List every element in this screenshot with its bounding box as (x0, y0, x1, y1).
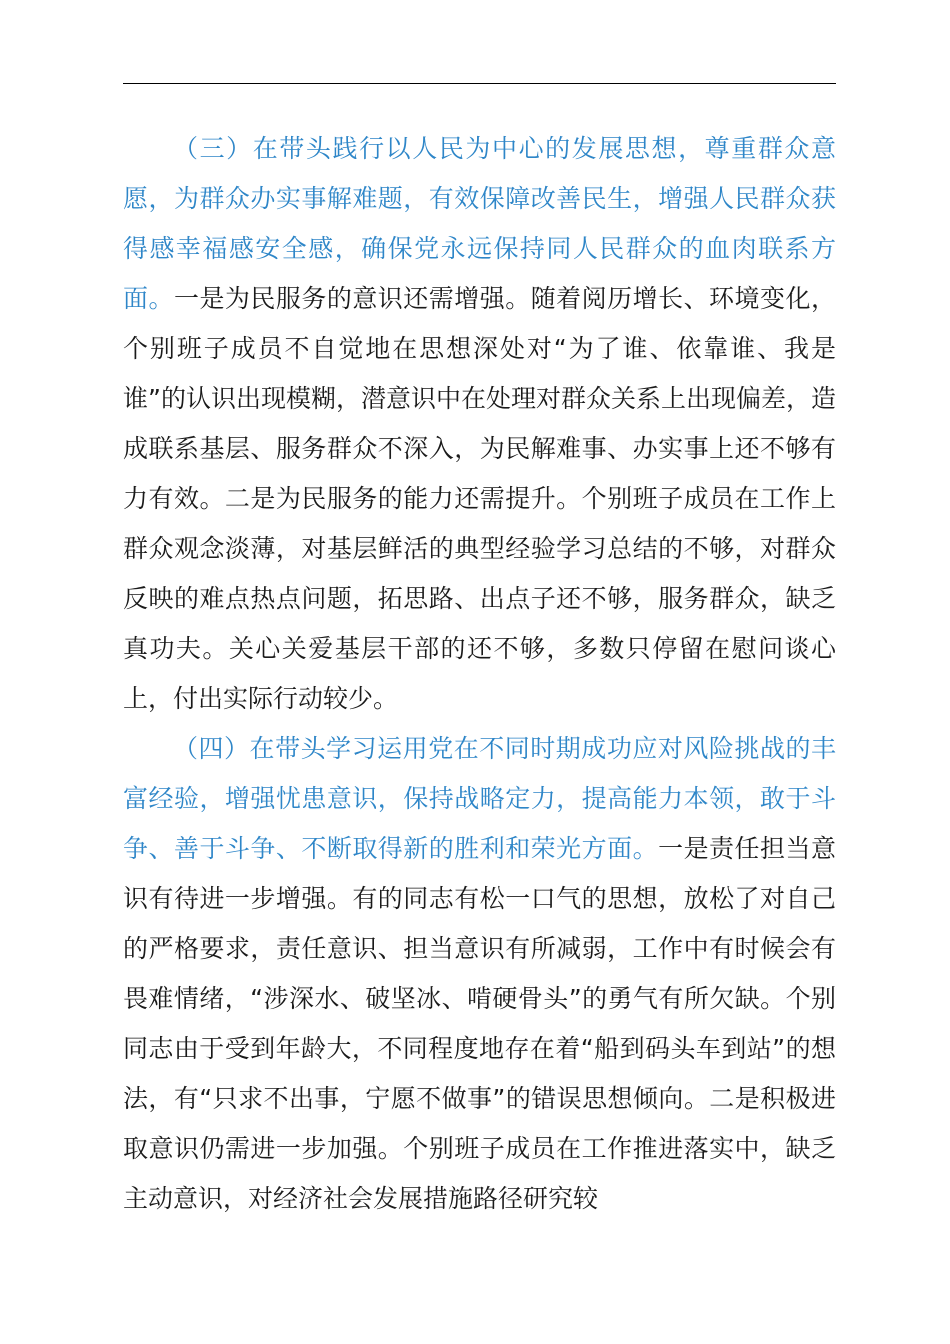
section-three-heading: （三）在带头践行以人民为中心的发展思想，尊重群众意愿，为群众办实事解难题，有效保障改善民生，增强人民群众获得感幸福感安全感，确保党永远保持同人民群众的血肉联系方面。 (123, 134, 836, 313)
section-four-heading: （四）在带头学习运用党在不同时期成功应对风险挑战的丰富经验，增强忧患意识，保持战略定力，提高能力本领，敢于斗争、善于斗争、不断取得新的胜利和荣光方面。 (123, 734, 836, 863)
paragraph-section-four (123, 724, 836, 1224)
section-four-body: 一是责任担当意识有待进一步增强。有的同志有松一口气的思想，放松了对自己的严格要求，责任意识、担当意识有所减弱，工作中有时候会有畏难情绪，“涉深水、破坚冰、啃硬骨头”的勇气有所欠缺。个别同志由于受到年龄大，不同程度地存在着“船到码头车到站”的想法，有“只求不出事，宁愿不做事”的错误思想倾向。二是积极进取意识仍需进一步加强。个别班子成员在工作推进落实中，缺乏主动意识，对经济社会发展措施路径研究较 (123, 834, 836, 1213)
header-divider (123, 83, 836, 84)
document-body (123, 124, 836, 1224)
section-three-body: 一是为民服务的意识还需增强。随着阅历增长、环境变化，个别班子成员不自觉地在思想深处对“为了谁、依靠谁、我是谁”的认识出现模糊，潜意识中在处理对群众关系上出现偏差，造成联系基层、服务群众不深入，为民解难事、办实事上还不够有力有效。二是为民服务的能力还需提升。个别班子成员在工作上群众观念淡薄，对基层鲜活的典型经验学习总结的不够，对群众反映的难点热点问题，拓思路、出点子还不够，服务群众，缺乏真功夫。关心关爱基层干部的还不够，多数只停留在慰问谈心上，付出实际行动较少。 (123, 284, 836, 713)
paragraph-section-three (123, 124, 836, 724)
